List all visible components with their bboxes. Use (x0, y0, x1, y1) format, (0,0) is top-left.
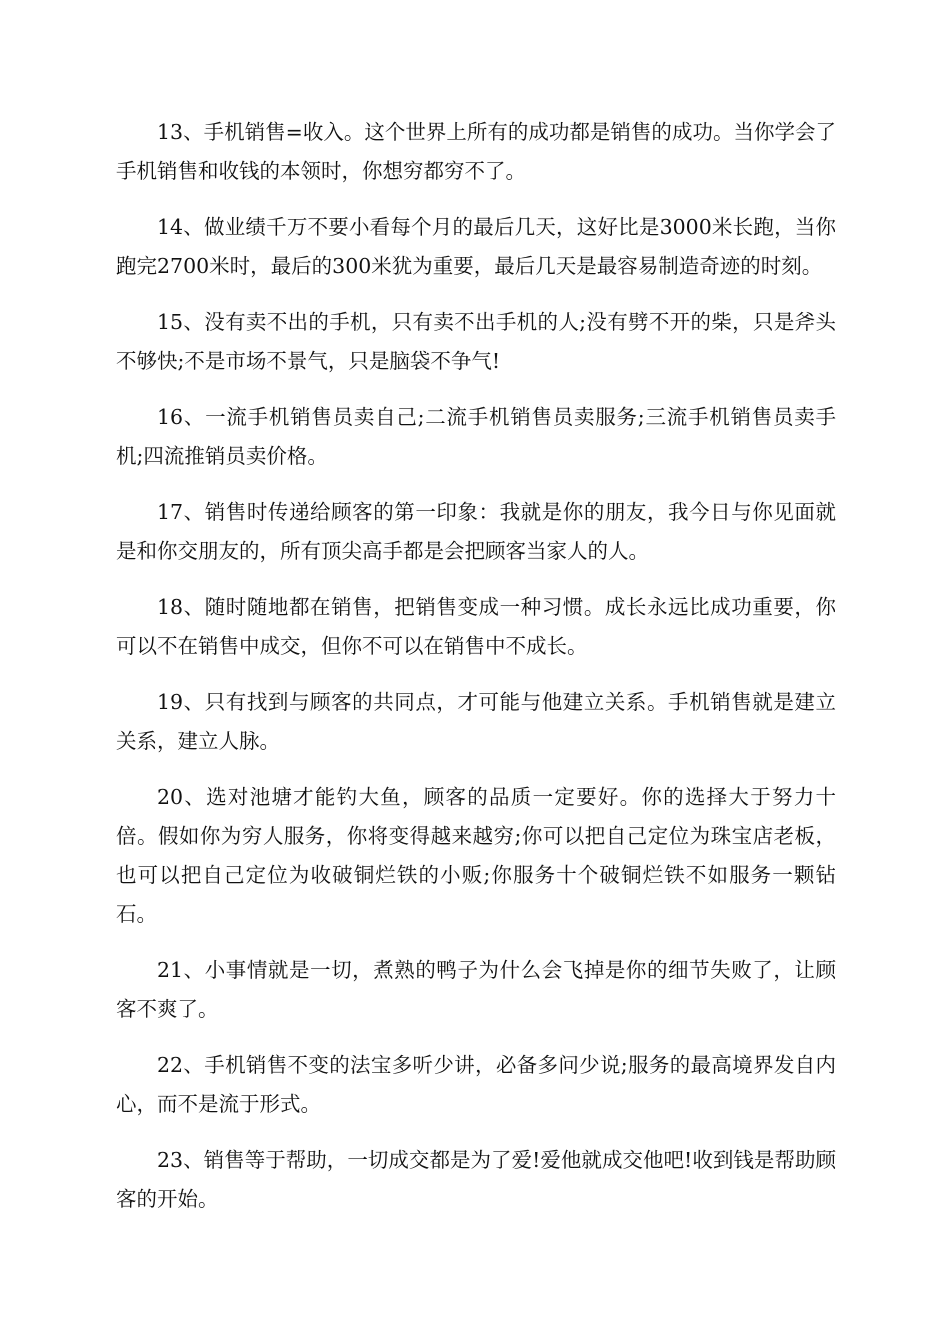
paragraph-18: 18、随时随地都在销售，把销售变成一种习惯。成长永远比成功重要，你可以不在销售中成交，但你不可以在销售中不成长。 (116, 595, 836, 658)
paragraph-22: 22、手机销售不变的法宝多听少讲，必备多问少说;服务的最高境界发自内心，而不是流于形式。 (116, 1053, 836, 1116)
paragraph-15: 15、没有卖不出的手机，只有卖不出手机的人;没有劈不开的柴，只是斧头不够快;不是市场不景气，只是脑袋不争气! (116, 310, 836, 373)
paragraph-20: 20、选对池塘才能钓大鱼，顾客的品质一定要好。你的选择大于努力十倍。假如你为穷人服务，你将变得越来越穷;你可以把自己定位为珠宝店老板，也可以把自己定位为收破铜烂铁的小贩;你服务十个破铜烂铁不如服务一颗钻石。 (116, 785, 836, 926)
paragraph-19: 19、只有找到与顾客的共同点，才可能与他建立关系。手机销售就是建立关系，建立人脉。 (116, 690, 836, 753)
paragraph-21: 21、小事情就是一切，煮熟的鸭子为什么会飞掉是你的细节失败了，让顾客不爽了。 (116, 958, 836, 1021)
paragraph-23: 23、销售等于帮助，一切成交都是为了爱!爱他就成交他吧!收到钱是帮助顾客的开始。 (116, 1148, 836, 1211)
document-body (116, 113, 836, 1236)
paragraph-16: 16、一流手机销售员卖自己;二流手机销售员卖服务;三流手机销售员卖手机;四流推销员卖价格。 (116, 405, 836, 468)
paragraph-13: 13、手机销售=收入。这个世界上所有的成功都是销售的成功。当你学会了手机销售和收钱的本领时，你想穷都穷不了。 (116, 120, 836, 183)
paragraph-17: 17、销售时传递给顾客的第一印象：我就是你的朋友，我今日与你见面就是和你交朋友的，所有顶尖高手都是会把顾客当家人的人。 (116, 500, 836, 563)
paragraph-14: 14、做业绩千万不要小看每个月的最后几天，这好比是3000米长跑，当你跑完2700米时，最后的300米犹为重要，最后几天是最容易制造奇迹的时刻。 (116, 215, 836, 278)
